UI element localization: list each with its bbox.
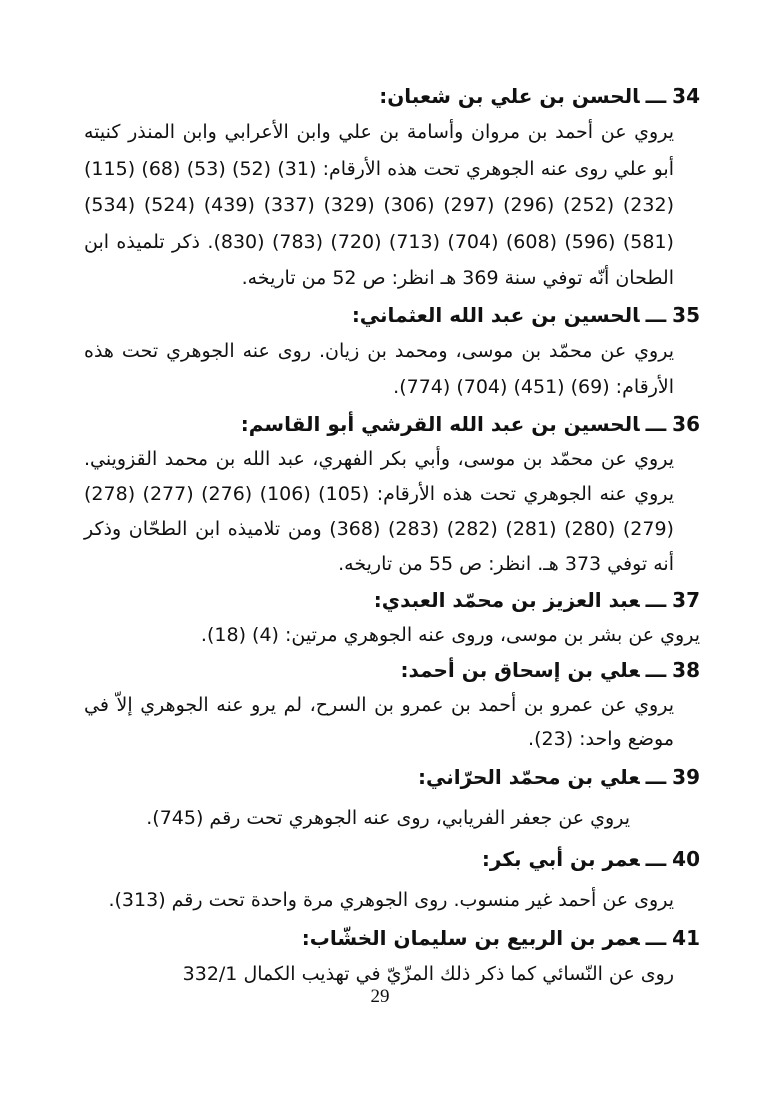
- entry-dash: ـــ: [645, 411, 667, 436]
- entry-dash: ـــ: [645, 925, 667, 950]
- page-number: 29: [370, 986, 390, 1007]
- entry-number: 34: [672, 84, 700, 108]
- entry-heading: [84, 920, 700, 956]
- biography-entry-41: [84, 920, 700, 992]
- entry-text: يروي عن أحمد بن مروان وأسامة بن علي وابن الأعرابي وابن المنذر كنيته أبو علي روى عنه الجوهري تحت هذه الأرقام: (31) (52) (53) (68) (115) (232) (252) (296) (297) (306) (329) (337) (439) (524) (534) (581) (596) (608) (704) (713) (720) (783) (830). ذكر تلميذه ابن الطحان أنّه توفي سنة 369 هـ انظر: ص 52 من تاريخه.: [84, 121, 674, 289]
- biography-entry-34: [84, 78, 700, 297]
- entry-heading: [84, 78, 700, 114]
- entry-number: 37: [672, 587, 700, 612]
- entry-text: يروي عن محمّد بن موسى، ومحمد بن زيان. روى عنه الجوهري تحت هذه الأرقام: (69) (451) (704) (774).: [84, 339, 674, 398]
- entry-dash: ـــ: [645, 846, 667, 871]
- biography-entry-37: [84, 582, 700, 652]
- entry-name: عمر بن الربيع بن سليمان الخشّاب:: [301, 925, 640, 950]
- entry-text: يروي عن جعفر الفريابي، روى عنه الجوهري تحت رقم (745).: [146, 806, 630, 829]
- entry-number: 39: [672, 764, 700, 789]
- entry-name: الحسين بن عبد الله العثماني:: [351, 302, 640, 327]
- entry-heading: [84, 756, 700, 798]
- entry-dash: ـــ: [645, 84, 667, 108]
- biography-entry-38: [84, 652, 700, 756]
- entry-name: عبد العزيز بن محمّد العبدي:: [373, 587, 640, 612]
- entry-number: 35: [672, 302, 700, 327]
- entry-heading: [84, 652, 700, 688]
- entry-text: روى عن النّسائي كما ذكر ذلك المزّيّ في تهذيب الكمال 332/1: [182, 962, 674, 985]
- entry-heading: [84, 582, 700, 618]
- entry-dash: ـــ: [645, 764, 667, 789]
- entry-text: يروى عن أحمد غير منسوب. روى الجوهري مرة واحدة تحت رقم (313).: [108, 888, 674, 911]
- biography-entry-39: [84, 756, 700, 838]
- entry-text: يروي عن محمّد بن موسى، وأبي بكر الفهري، عبد الله بن محمد القزويني. يروي عنه الجوهري تحت هذه الأرقام: (105) (106) (276) (277) (278) (279) (280) (281) (282) (283) (368) ومن تلاميذه ابن الطحّان وذكر أنه توفي 373 هـ. انظر: ص 55 من تاريخه.: [84, 447, 675, 575]
- entry-dash: ـــ: [645, 587, 667, 612]
- entry-text: يروي عن بشر بن موسى، وروى عنه الجوهري مرتين: (4) (18).: [200, 623, 700, 646]
- entry-name: علي بن محمّد الحرّاني:: [417, 764, 640, 789]
- entry-number: 36: [672, 411, 700, 436]
- entry-name: علي بن إسحاق بن أحمد:: [400, 657, 640, 682]
- entry-number: 38: [672, 657, 700, 682]
- entry-text: يروي عن عمرو بن أحمد بن عمرو بن السرح، لم يرو عنه الجوهري إلاّ في موضع واحد: (23).: [84, 693, 674, 750]
- entry-name: الحسن بن علي بن شعبان:: [379, 84, 640, 108]
- biography-entry-40: [84, 838, 700, 920]
- entry-heading: [84, 406, 700, 442]
- text-column: [84, 78, 700, 992]
- entry-name: عمر بن أبي بكر:: [481, 846, 640, 871]
- entry-name: الحسين بن عبد الله القرشي أبو القاسم:: [240, 411, 640, 436]
- entry-dash: ـــ: [645, 302, 667, 327]
- entry-number: 41: [672, 925, 700, 950]
- biography-entry-35: [84, 297, 700, 406]
- entry-heading: [84, 838, 700, 880]
- entry-dash: ـــ: [645, 657, 667, 682]
- entry-heading: [84, 297, 700, 333]
- biography-entry-36: [84, 406, 700, 582]
- entry-number: 40: [672, 846, 700, 871]
